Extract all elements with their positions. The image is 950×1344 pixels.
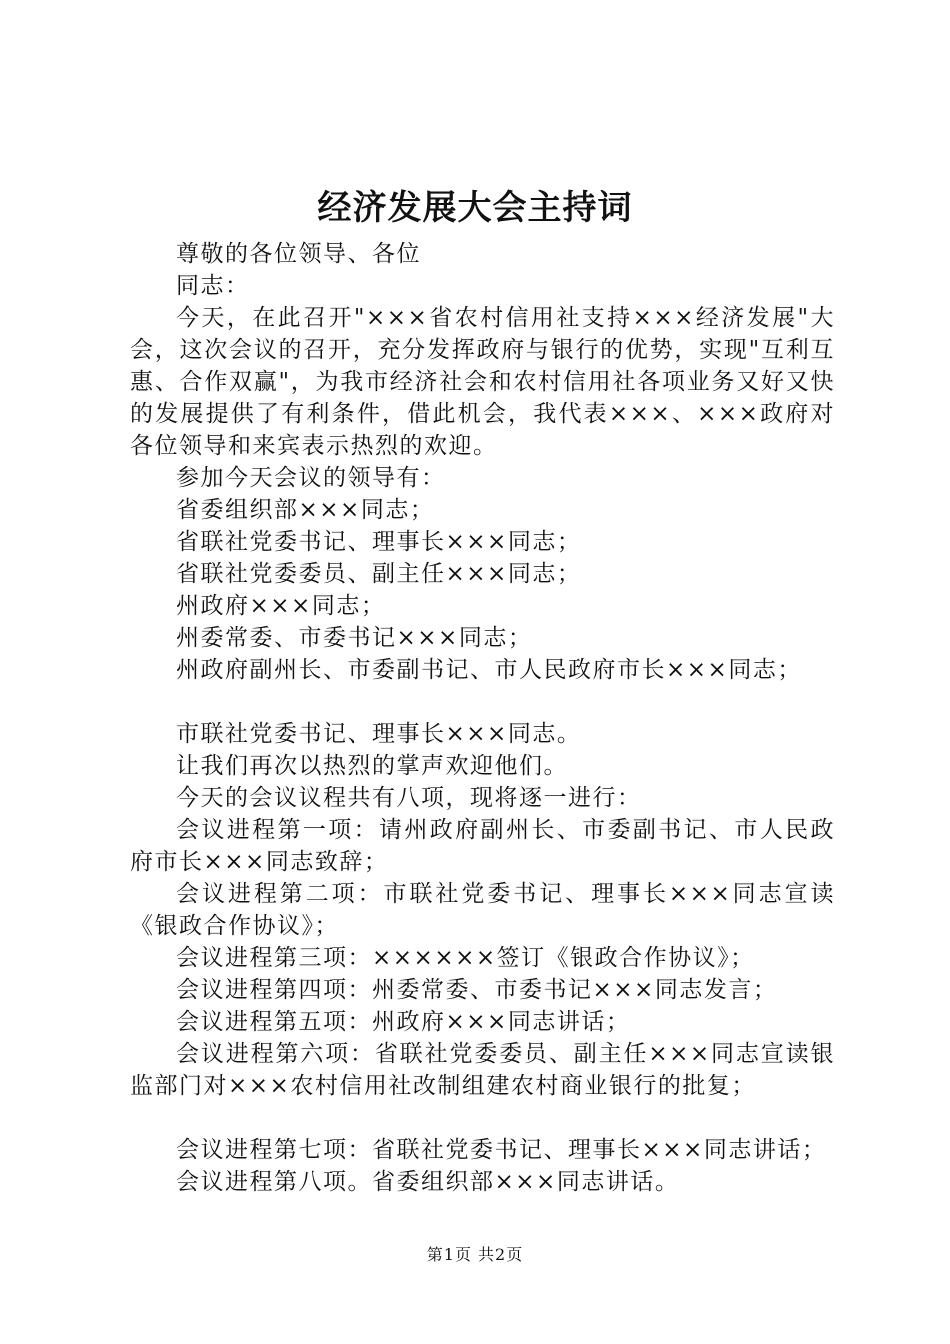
paragraph-salutation: 尊敬的各位领导、各位 — [176, 241, 421, 267]
paragraph-agenda-item: 会议进程第四项：州委常委、市委书记×××同志发言； — [176, 977, 778, 1003]
paragraph-agenda-item: 会议进程第七项：省联社党委书记、理事长×××同志讲话； — [176, 1137, 827, 1163]
paragraph-leaders-intro: 参加今天会议的领导有： — [176, 465, 446, 491]
document-body — [130, 238, 835, 1198]
paragraph-leader: 州委常委、市委书记×××同志； — [176, 625, 533, 651]
paragraph-agenda-item: 会议进程第八项。省委组织部×××同志讲话。 — [176, 1169, 680, 1195]
paragraph-salutation-cont: 同志： — [176, 273, 250, 299]
paragraph-agenda-item: 会议进程第一项：请州政府副州长、市委副书记、市人民政府市长×××同志致辞； — [130, 817, 835, 875]
paragraph-leader: 省联社党委委员、副主任×××同志； — [176, 561, 582, 587]
paragraph-agenda-item: 会议进程第二项：市联社党委书记、理事长×××同志宣读《银政合作协议》； — [130, 881, 835, 939]
paragraph-leader: 市联社党委书记、理事长×××同志。 — [176, 721, 582, 747]
paragraph-agenda-item: 会议进程第三项：××××××签订《银政合作协议》； — [176, 945, 755, 971]
paragraph-agenda-intro: 今天的会议议程共有八项，现将逐一进行： — [176, 785, 642, 811]
paragraph-opening: 今天，在此召开"×××省农村信用社支持×××经济发展"大会，这次会议的召开，充分发挥政府与银行的优势，实现"互利互惠、合作双赢"，为我市经济社会和农村信用社各项业务又好又快的发展提供了有利条件，借此机会，我代表×××、×××政府对各位领导和来宾表示热烈的欢迎。 — [130, 305, 835, 459]
paragraph-welcome: 让我们再次以热烈的掌声欢迎他们。 — [176, 753, 568, 779]
paragraph-leader: 州政府副州长、市委副书记、市人民政府市长×××同志； — [176, 657, 802, 683]
document-title: 经济发展大会主持词 — [317, 188, 633, 228]
paragraph-leader: 省委组织部×××同志； — [176, 497, 435, 523]
paragraph-agenda-item: 会议进程第六项：省联社党委委员、副主任×××同志宣读银监部门对×××农村信用社改制组建农村商业银行的批复； — [130, 1041, 835, 1099]
paragraph-leader: 州政府×××同志； — [176, 593, 386, 619]
paragraph-leader: 省联社党委书记、理事长×××同志； — [176, 529, 582, 555]
page-footer: 第1页 共2页 — [426, 1245, 524, 1264]
paragraph-agenda-item: 会议进程第五项：州政府×××同志讲话； — [176, 1009, 631, 1035]
